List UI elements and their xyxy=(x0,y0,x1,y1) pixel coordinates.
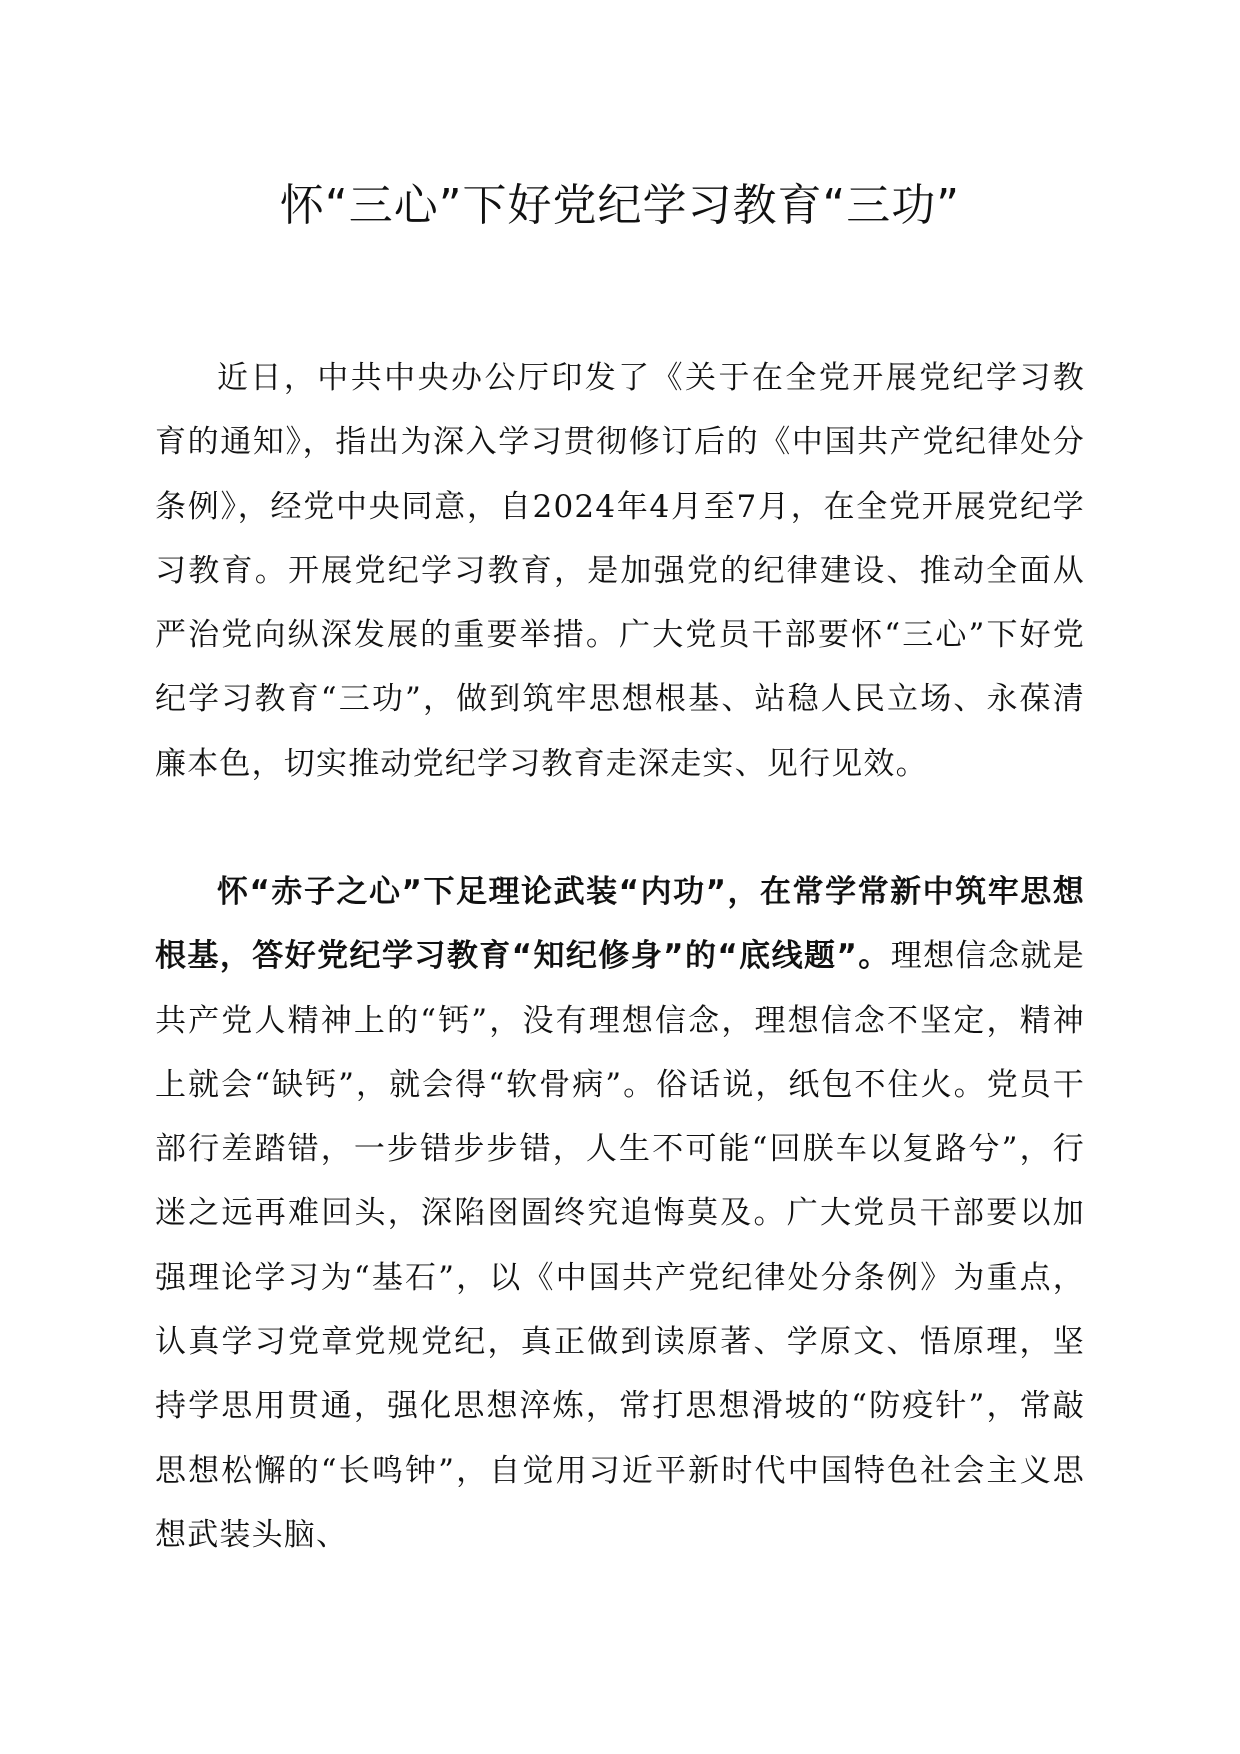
paragraph-intro xyxy=(155,346,1085,860)
document-title: 怀“三心”下好党纪学习教育“三功” xyxy=(279,180,961,231)
paragraph-intro-text: 近日，中共中央办公厅印发了《关于在全党开展党纪学习教育的通知》，指出为深入学习贯彻修订后的《中国共产党纪律处分条例》，经党中央同意，自2024年4月至7月，在全党开展党纪学习教育。开展党纪学习教育，是加强党的纪律建设、推动全面从严治党向纵深发展的重要举措。广大党员干部要怀“三心”下好党纪学习教育“三功”，做到筑牢思想根基、站稳人民立场、永葆清廉本色，切实推动党纪学习教育走深走实、见行见效。 xyxy=(155,360,1085,782)
section-one-heading: 怀“赤子之心”下足理论武装“内功”，在常学常新中筑牢思想根基，答好党纪学习教育“知纪修身”的“底线题”。 xyxy=(155,874,1085,975)
paragraph-section-one xyxy=(155,860,1085,1630)
section-one-text: 理想信念就是共产党人精神上的“钙”，没有理想信念，理想信念不坚定，精神上就会“缺钙”，就会得“软骨病”。俗话说，纸包不住火。党员干部行差踏错，一步错步步错，人生不可能“回朕车以复路兮”，行迷之远再难回头，深陷囹圄终究追悔莫及。广大党员干部要以加强理论学习为“基石”，以《中国共产党纪律处分条例》为重点，认真学习党章党规党纪，真正做到读原著、学原文、悟原理，坚持学思用贯通，强化思想淬炼，常打思想滑坡的“防疫针”，常敲思想松懈的“长鸣钟”，自觉用习近平新时代中国特色社会主义思想武装头脑、 xyxy=(155,938,1085,1553)
